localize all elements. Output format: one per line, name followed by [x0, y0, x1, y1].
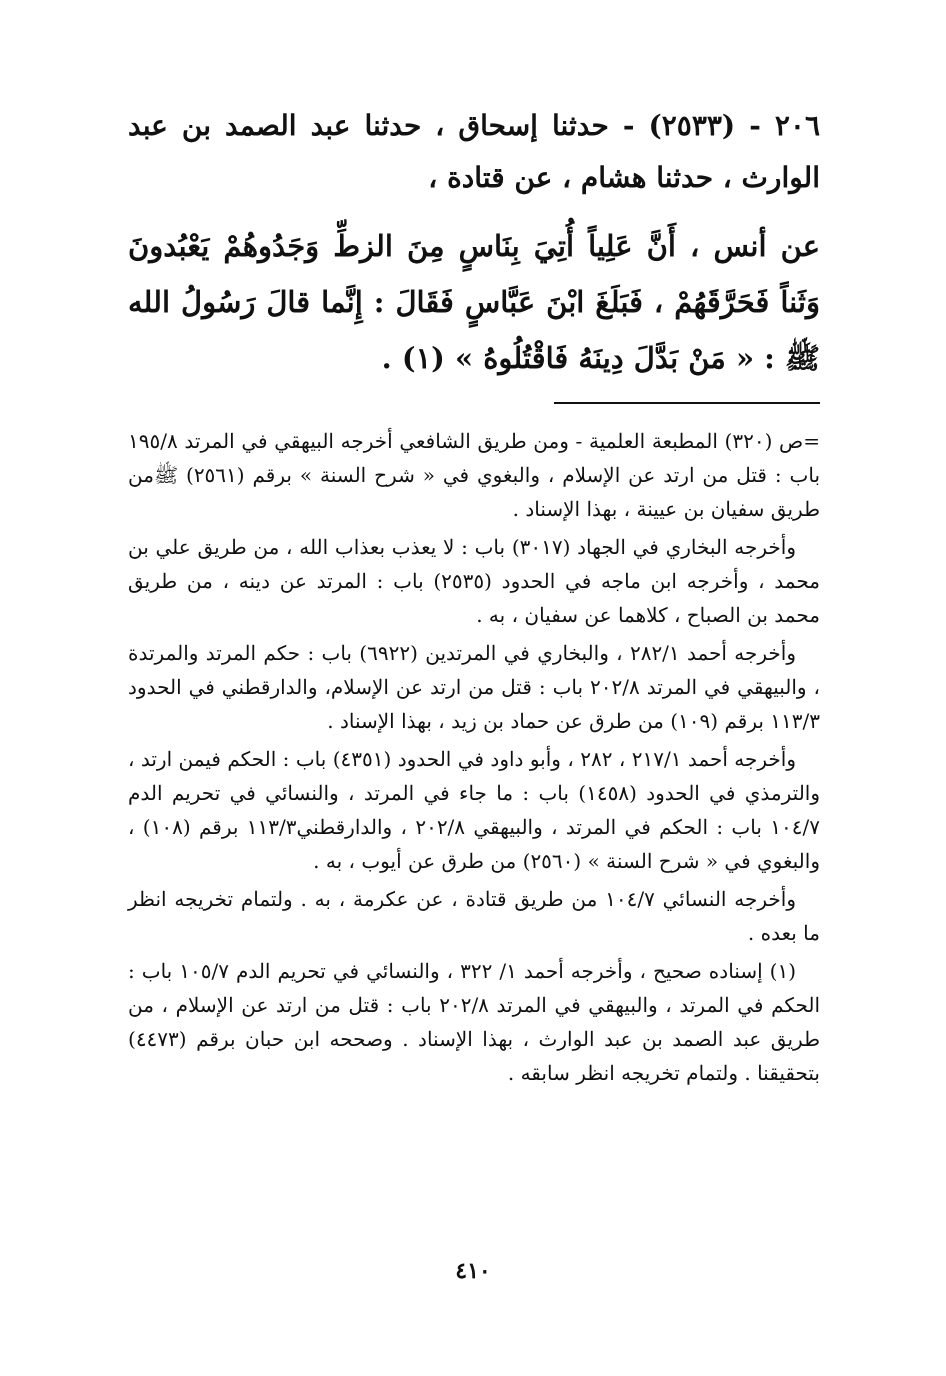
footnote-separator [554, 402, 820, 404]
page-number: ٤١٠ [455, 1258, 491, 1284]
footnote-paragraph: وأخرجه البخاري في الجهاد (٣٠١٧) باب : لا يعذب بعذاب الله ، من طريق علي بن محمد ، وأخرجه ابن ماجه في الحدود (٢٥٣٥) باب : المرتد عن دينه ، من طريق محمد بن الصباح ، كلاهما عن سفيان ، به . [128, 535, 820, 627]
footnote-paragraph: وأخرجه النسائي ١٠٤/٧ من طريق قتادة ، عن عكرمة ، به . ولتمام تخريجه انظر ما بعده . [128, 887, 820, 945]
footnotes [128, 424, 820, 1094]
hadith-matn: عن أنس ، أَنَّ عَلِياً أُتِيَ بِنَاسٍ مِنَ الزطِّ وَجَدُوهُمْ يَعْبُدونَ وَثَناً فَحَرَّقَهُمْ ، فَبَلَغَ ابْنَ عَبَّاسٍ فَقَالَ : إِنَّما قالَ رَسُولُ الله ﷺ : « مَنْ بَدَّلَ دِينَهُ فَاقْتُلُوهُ » (١) . [128, 229, 820, 375]
main-text [128, 100, 820, 386]
hadith-isnad: ٢٠٦ - (٢٥٣٣) - حدثنا إسحاق ، حدثنا عبد الصمد بن عبد الوارث ، حدثنا هشام ، عن قتادة ، [128, 109, 820, 194]
footnote-1: (١) إسناده صحيح ، وأخرجه أحمد ١/ ٣٢٢ ، والنسائي في تحريم الدم ١٠٥/٧ باب : الحكم في المرتد ، والبيهقي في المرتد ٢٠٢/٨ باب : قتل من ارتد عن الإسلام ، من طريق عبد الصمد بن عبد الوارث ، بهذا الإسناد . وصححه ابن حبان برقم (٤٤٧٣) بتحقيقنا . ولتمام تخريجه انظر سابقه . [128, 959, 821, 1085]
footnote-paragraph: وأخرجه أحمد ٢١٧/١ ، ٢٨٢ ، وأبو داود في الحدود (٤٣٥١) باب : الحكم فيمن ارتد ، والترمذي في الحدود (١٤٥٨) باب : ما جاء في المرتد ، والنسائي في تحريم الدم ١٠٤/٧ باب : الحكم في المرتد ، والبيهقي ٢٠٢/٨ ، والدارقطني١١٣/٣ برقم (١٠٨) ، والبغوي في « شرح السنة » (٢٥٦٠) من طرق عن أيوب ، به . [128, 747, 820, 873]
footnote-continuation: =ص (٣٢٠) المطبعة العلمية - ومن طريق الشافعي أخرجه البيهقي في المرتد ١٩٥/٨ باب : قتل من ارتد عن الإسلام ، والبغوي في « شرح السنة » برقم (٢٥٦١) ﷺمن طريق سفيان بن عيينة ، بهذا الإسناد . [128, 429, 821, 521]
footnote-paragraph: وأخرجه أحمد ٢٨٢/١ ، والبخاري في المرتدين (٦٩٢٢) باب : حكم المرتد والمرتدة ، والبيهقي في المرتد ٢٠٢/٨ باب : قتل من ارتد عن الإسلام، والدارقطني في الحدود ١١٣/٣ برقم (١٠٩) من طرق عن حماد بن زيد ، بهذا الإسناد . [128, 641, 820, 733]
